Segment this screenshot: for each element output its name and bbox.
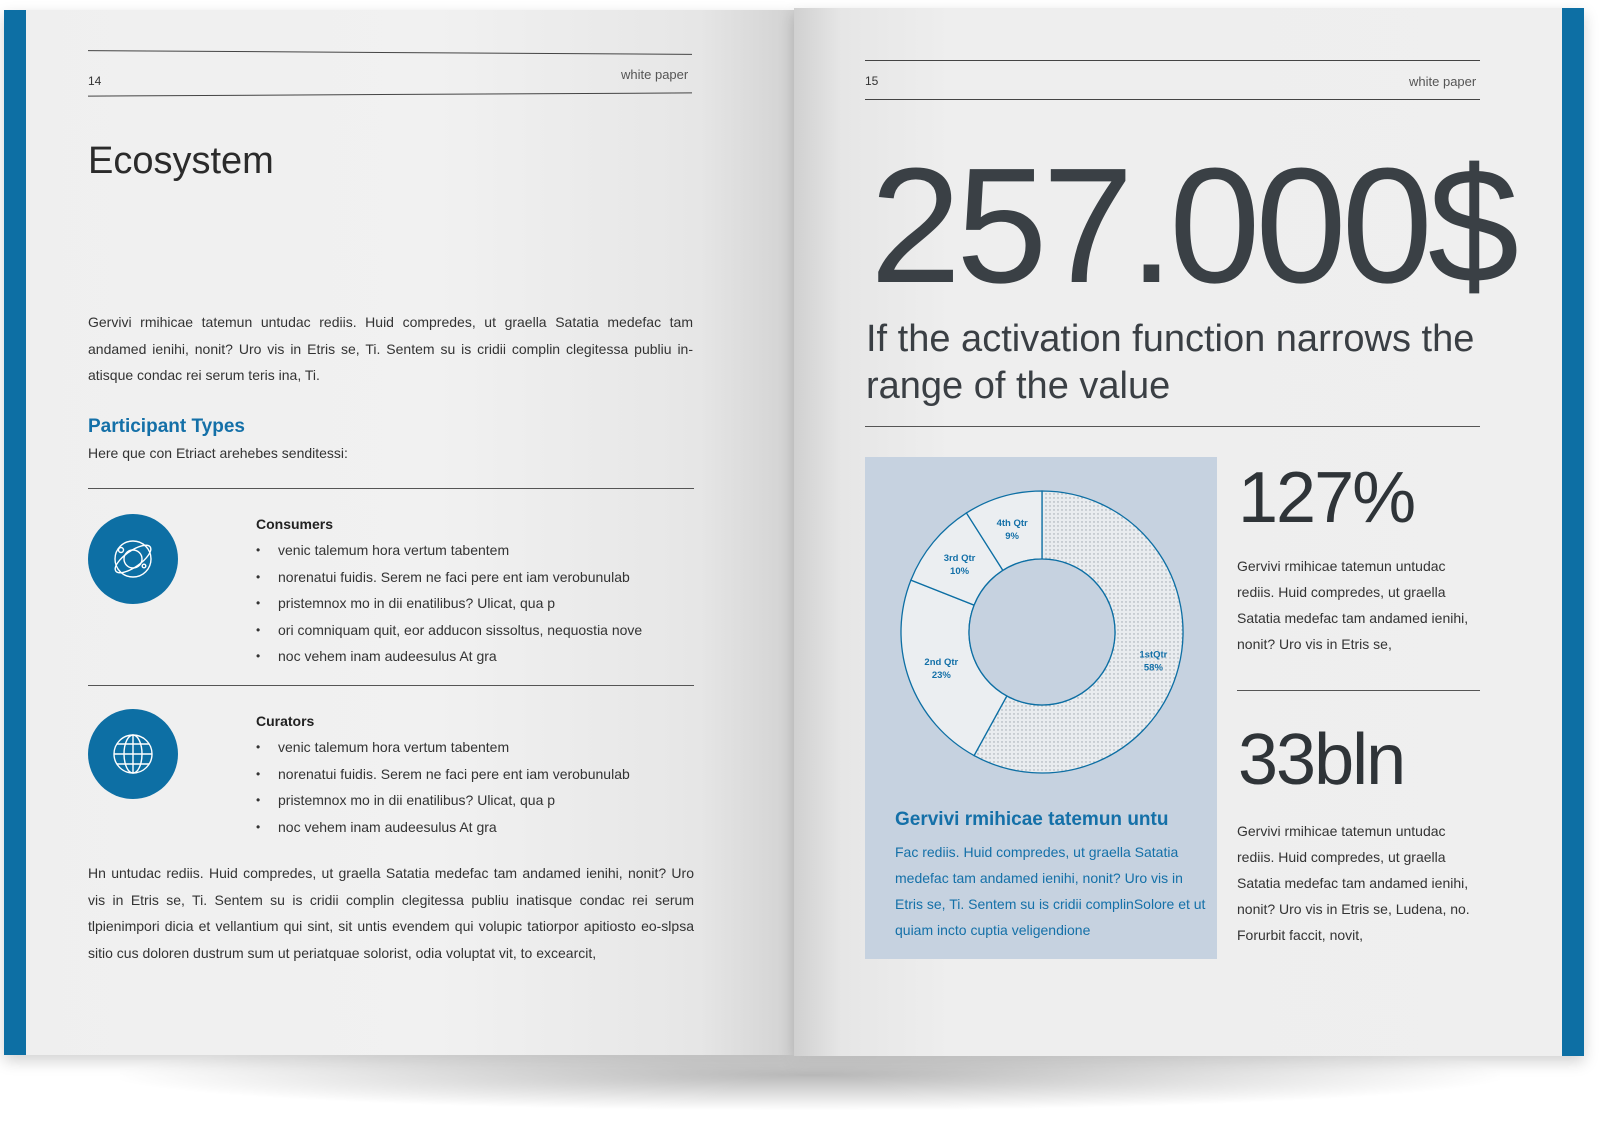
section-divider-top <box>88 488 694 489</box>
stat-volume-text: Gervivi rmihicae tatemun untudac rediis. Huid compredes, ut graella Satatia medefac tam andamed ienihi, nonit? Uro vis in Etris se, Ludena, no. Forurbit faccit, novit, <box>1237 823 1470 943</box>
donut-label-value: 10% <box>950 565 970 577</box>
donut-chart <box>865 457 1217 797</box>
section-heading: Participant Types <box>88 416 245 437</box>
list-item: • ori comniquam quit, eor adducon sissoltus, nequostia nove <box>256 617 642 644</box>
list-item: • venic talemum hora vertum tabentem <box>256 537 642 564</box>
right-page <box>794 8 1584 1056</box>
stats-divider <box>1237 690 1480 691</box>
right-page-number: 15 <box>865 74 879 88</box>
lead-statement: If the activation function narrows the range of the value <box>866 318 1475 407</box>
headline-number: 257.000$ <box>870 134 1515 317</box>
page-title: Ecosystem <box>88 140 274 182</box>
list-item: • noc vehem inam audeesulus At gra <box>256 643 642 670</box>
list-item: • venic talemum hora vertum tabentem <box>256 734 630 761</box>
list-item: • pristemnox mo in dii enatilibus? Ulicat, qua p <box>256 787 630 814</box>
closing-paragraph: Hn untudac rediis. Huid compredes, ut graella Satatia medefac tam andamed ienihi, nonit? Uro vis in Etris se, Ti. Sentem su is cridii complin clegitessa publiu inatisque condac rei serum tlpienimpori dicia et vellantium qui sint, sit untis evendem qui volupic tatiorpor apitiosto eo-slpsa sitio cus doloren dustrum sum ut periatquae solorist, odia voluptat vit, to excearcit, <box>88 865 694 961</box>
donut-label-value: 23% <box>931 670 951 682</box>
planet-orbit-icon <box>108 534 158 584</box>
left-page <box>4 10 794 1055</box>
consumers-list <box>256 537 642 670</box>
list-item: • norenatui fuidis. Serem ne faci pere ent iam verobunulab <box>256 761 630 788</box>
globe-icon <box>110 731 156 777</box>
section-intro: Here que con Etriact arehebes senditessi: <box>88 445 348 461</box>
stat-volume: 33bln <box>1238 720 1405 800</box>
right-page-edge <box>1562 8 1584 1056</box>
intro-paragraph: Gervivi rmihicae tatemun untudac rediis. Huid compredes, ut graella Satatia medefac tam andamed ienihi, nonit? Uro vis in Etris se, Ti. Sentem su is cridii complin clegitessa publiu in-atisque condac rei serum teris ina, Ti. <box>88 314 693 383</box>
donut-label-category: 1stQtr <box>1139 649 1168 661</box>
donut-label-category: 2nd Qtr <box>924 657 959 669</box>
list-item: • noc vehem inam audeesulus At gra <box>256 814 630 841</box>
right-header-bottom-rule <box>865 99 1480 100</box>
donut-label-value: 58% <box>1143 662 1163 674</box>
right-header-top-rule <box>865 60 1480 61</box>
stat-percent: 127% <box>1238 458 1415 538</box>
donut-hole <box>969 559 1115 705</box>
left-header-top-rule <box>88 50 692 55</box>
donut-label-value: 9% <box>1005 531 1020 543</box>
chart-caption-title: Gervivi rmihicae tatemun untu <box>895 809 1169 830</box>
left-header-bottom-rule <box>88 92 692 96</box>
list-item: • norenatui fuidis. Serem ne faci pere ent iam verobunulab <box>256 564 642 591</box>
left-header-title: white paper <box>621 67 689 82</box>
left-page-number: 14 <box>88 74 102 88</box>
left-page-edge <box>4 10 26 1055</box>
lead-divider <box>865 426 1480 427</box>
chart-panel <box>865 457 1217 959</box>
section-divider-middle <box>88 685 694 686</box>
curators-title: Curators <box>256 713 315 729</box>
donut-label-category: 3rd Qtr <box>943 552 976 564</box>
curators-list <box>256 734 630 840</box>
curators-icon-badge <box>88 709 178 799</box>
right-header-title: white paper <box>1409 74 1477 89</box>
donut-label-category: 4th Qtr <box>996 518 1028 530</box>
chart-caption-text: Fac rediis. Huid compredes, ut graella Satatia medefac tam andamed ienihi, nonit? Uro vis in Etris se, Ti. Sentem su is cridii complinSolore et ut quiam incto cuptia veligendione <box>895 844 1206 938</box>
list-item: • pristemnox mo in dii enatilibus? Ulicat, qua p <box>256 590 642 617</box>
consumers-title: Consumers <box>256 516 334 532</box>
consumers-icon-badge <box>88 514 178 604</box>
stat-percent-text: Gervivi rmihicae tatemun untudac rediis. Huid compredes, ut graella Satatia medefac tam andamed ienihi, nonit? Uro vis in Etris se, <box>1237 558 1469 652</box>
